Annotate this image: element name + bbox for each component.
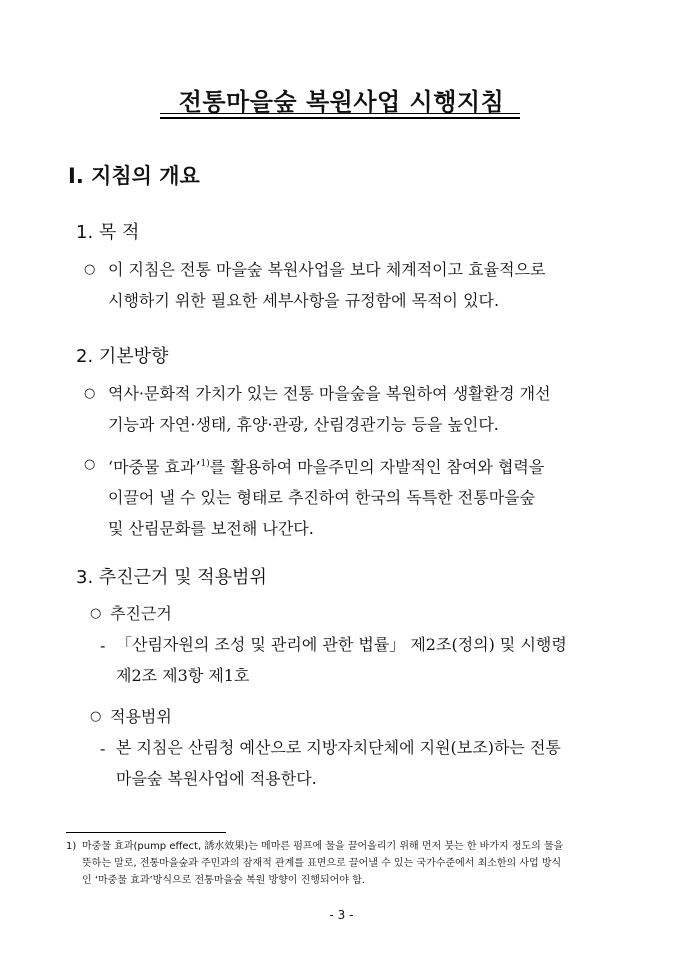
footnote: 1) 마중물 효과(pump effect, 誘水效果)는 메마른 펌프에 물을 끌어올리기 위해 먼저 붓는 한 바가지 정도의 물을 뜻하는 말로, 전통마을숲과 주민과의 잠재적 관계를 표면으로 끌어낼 수 있는 국가수준에서 최소한의 사업 방식 인 ‘마중물 효과’방식으로 전통마을숲 복원 방향이 진행되어야 함. bbox=[66, 841, 564, 886]
footnote-rule bbox=[66, 832, 226, 833]
page-title: 전통마을숲 복원사업 시행지침 bbox=[178, 88, 505, 116]
scope-label: 적용범위 bbox=[110, 707, 172, 726]
page-number: - 3 - bbox=[329, 908, 354, 922]
direction-item-1: 역사·문화적 가치가 있는 전통 마을숲을 복원하여 생활환경 개선 기능과 자연·생태, 휴양·관광, 산림경관기능 등을 높인다. bbox=[108, 384, 551, 434]
dash-icon: - bbox=[100, 739, 106, 758]
section-heading: Ⅰ. 지침의 개요 bbox=[68, 164, 200, 188]
direction-heading: 2. 기본방향 bbox=[76, 346, 169, 367]
footnote-ref: 1) bbox=[200, 459, 210, 469]
basis-heading: 3. 추진근거 및 적용범위 bbox=[76, 567, 267, 588]
bullet-icon: ○ bbox=[90, 606, 102, 621]
title-underline-thin bbox=[160, 113, 520, 114]
bullet-icon: ○ bbox=[84, 262, 96, 277]
bullet-icon: ○ bbox=[90, 709, 102, 724]
bullet-icon: ○ bbox=[84, 457, 96, 472]
purpose-paragraph: 이 지침은 전통 마을숲 복원사업을 보다 체계적이고 효율적으로 시행하기 위한 필요한 세부사항을 규정함에 목적이 있다. bbox=[108, 260, 546, 310]
title-underline-thick bbox=[160, 117, 520, 119]
basis-text: 「산림자원의 조성 및 관리에 관한 법률」 제2조(정의) 및 시행령 제2조 제3항 제1호 bbox=[116, 635, 567, 685]
scope-text: 본 지침은 산림청 예산으로 지방자치단체에 지원(보조)하는 전통 마을숲 복원사업에 적용한다. bbox=[116, 738, 561, 788]
direction-item-2: ‘마중물 효과’$^{1)}$를 활용하여 마을주민의 자발적인 참여와 협력을 이끌어 낼 수 있는 형태로 추진하여 한국의 독특한 전통마을숲 및 산림문화를 보전해 나간다. bbox=[108, 457, 545, 539]
purpose-heading: 1. 목 적 bbox=[76, 222, 140, 243]
dash-icon: - bbox=[100, 636, 106, 655]
basis-label: 추진근거 bbox=[110, 604, 172, 623]
bullet-icon: ○ bbox=[84, 386, 96, 401]
